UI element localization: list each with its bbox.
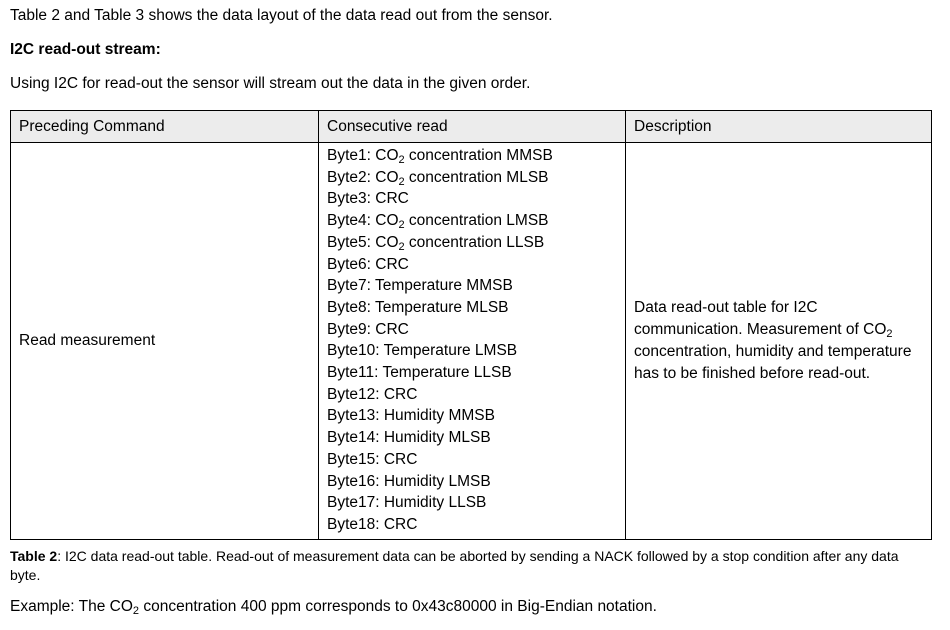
byte-line: Byte8: Temperature MLSB [327, 298, 509, 316]
byte-line: Byte16: Humidity LMSB [327, 472, 491, 490]
byte-line: Byte14: Humidity MLSB [327, 429, 491, 447]
description-cell: Data read-out table for I2C communication. Measurement of $CO_2$ concentration, humidity and temperature has to be finished before read-out. [626, 143, 932, 540]
i2c-readout-table [10, 110, 932, 540]
byte-line: Byte10: Temperature LMSB [327, 342, 518, 360]
byte-line: Byte4: $CO_2$ concentration LMSB [327, 212, 549, 232]
byte-line: Byte13: Humidity MMSB [327, 407, 495, 425]
consecutive-read-cell [319, 143, 626, 540]
byte-line: Byte3: CRC [327, 190, 409, 208]
table-row [11, 143, 932, 540]
byte-line: Byte1: $CO_2$ concentration MMSB [327, 147, 553, 166]
col-header-consecutive-read: Consecutive read [319, 111, 626, 143]
byte-line: Byte5: $CO_2$ concentration LLSB [327, 233, 545, 253]
byte-line: Byte2: $CO_2$ concentration MLSB [327, 168, 549, 188]
byte-line: Byte7: Temperature MMSB [327, 277, 513, 295]
table-header-row [11, 111, 932, 143]
section-heading: I2C read-out stream: [10, 41, 161, 58]
byte-line: Byte15: CRC [327, 450, 418, 468]
byte-line: Byte12: CRC [327, 385, 418, 403]
preceding-command-cell: Read measurement [11, 143, 319, 540]
intro-paragraph-2: Using I2C for read-out the sensor will stream out the data in the given order. [10, 75, 531, 92]
table-caption: Table 2: I2C data read-out table. Read-out of measurement data can be aborted by sending a NACK followed by a stop condition after any data byte. [10, 547, 899, 583]
intro-paragraph: Table 2 and Table 3 shows the data layout of the data read out from the sensor. [10, 7, 553, 24]
byte-line: Byte18: CRC [327, 515, 418, 533]
example-line: Example: The $CO_2$ concentration 400 ppm corresponds to 0x43c80000 in Big-Endian notation. [10, 597, 657, 617]
byte-line: Byte6: CRC [327, 255, 409, 273]
col-header-description: Description [626, 111, 932, 143]
byte-line: Byte9: CRC [327, 320, 409, 338]
byte-line: Byte11: Temperature LLSB [327, 364, 512, 382]
byte-list [327, 145, 617, 536]
byte-line: Byte17: Humidity LLSB [327, 494, 487, 512]
col-header-preceding-command: Preceding Command [11, 111, 319, 143]
